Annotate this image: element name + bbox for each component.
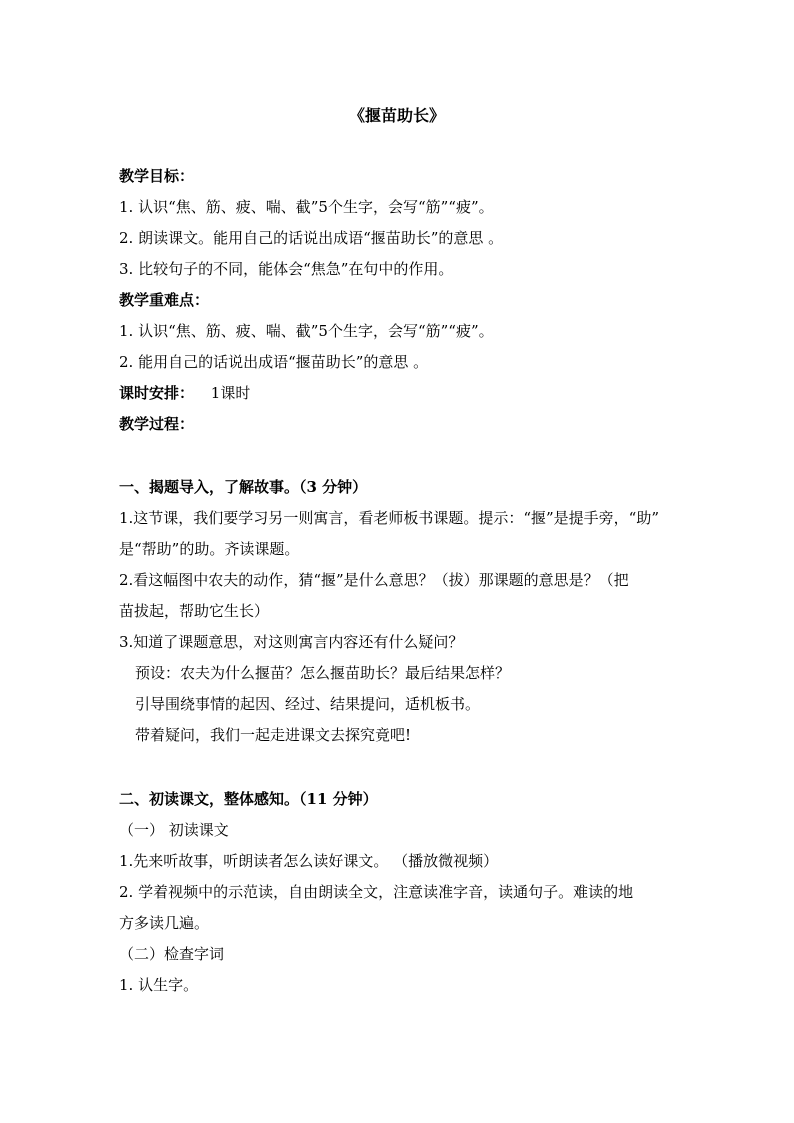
key-point-item: 2. 能用自己的话说出成语“揠苗助长”的意思 。: [119, 353, 429, 371]
section1-heading: 一、揭题导入，了解故事。（3 分钟）: [119, 478, 368, 496]
key-points-heading: 教学重难点：: [119, 291, 210, 309]
schedule-label: 课时安排：: [119, 384, 195, 402]
section1-line: 3.知道了课题意思，对这则寓言内容还有什么疑问？: [119, 633, 464, 651]
section1-line: 苗拔起，帮助它生长）: [119, 602, 270, 620]
section2-line: 2. 学着视频中的示范读，自由朗读全文，注意读准字音，读通句子。难读的地: [119, 883, 634, 901]
goal-item: 2. 朗读课文。能用自己的话说出成语“揠苗助长”的意思 。: [119, 229, 504, 247]
process-heading: 教学过程：: [119, 415, 195, 433]
page-title: 《揠苗助长》: [348, 106, 445, 125]
goal-item: 3. 比较句子的不同，能体会“焦急”在句中的作用。: [119, 260, 454, 278]
section2-subheading: （一） 初读课文: [119, 821, 229, 839]
goals-heading: 教学目标：: [119, 167, 195, 185]
section2-subheading: （二）检查字词: [119, 945, 225, 963]
section1-line: 是“帮助”的助。齐读课题。: [119, 540, 300, 558]
section2-line: 1.先来听故事，听朗读者怎么读好课文。 （播放微视频）: [119, 852, 499, 870]
schedule-line: [119, 383, 689, 403]
goal-item: 1. 认识“焦、筋、疲、喘、截”5个生字，会写“筋”“疲”。: [119, 198, 494, 216]
section2-line: 方多读几遍。: [119, 914, 210, 932]
section1-indented-line: 带着疑问，我们一起走进课文去探究竟吧!: [135, 726, 412, 744]
section2-heading: 二、初读课文，整体感知。（11 分钟）: [119, 790, 378, 808]
key-point-item: 1. 认识“焦、筋、疲、喘、截”5个生字，会写“筋”“疲”。: [119, 322, 494, 340]
schedule-value: 1课时: [210, 384, 251, 402]
section2-line: 1. 认生字。: [119, 976, 199, 994]
section1-line: 1.这节课，我们要学习另一则寓言，看老师板书课题。提示：“揠”是提手旁，“助”: [119, 509, 659, 527]
section1-indented-line: 预设：农夫为什么揠苗？怎么揠苗助长？最后结果怎样？: [135, 664, 511, 682]
section1-line: 2.看这幅图中农夫的动作，猜“揠”是什么意思？（拔）那课题的意思是？（把: [119, 571, 629, 589]
section1-indented-line: 引导围绕事情的起因、经过、结果提问，适机板书。: [135, 695, 481, 713]
